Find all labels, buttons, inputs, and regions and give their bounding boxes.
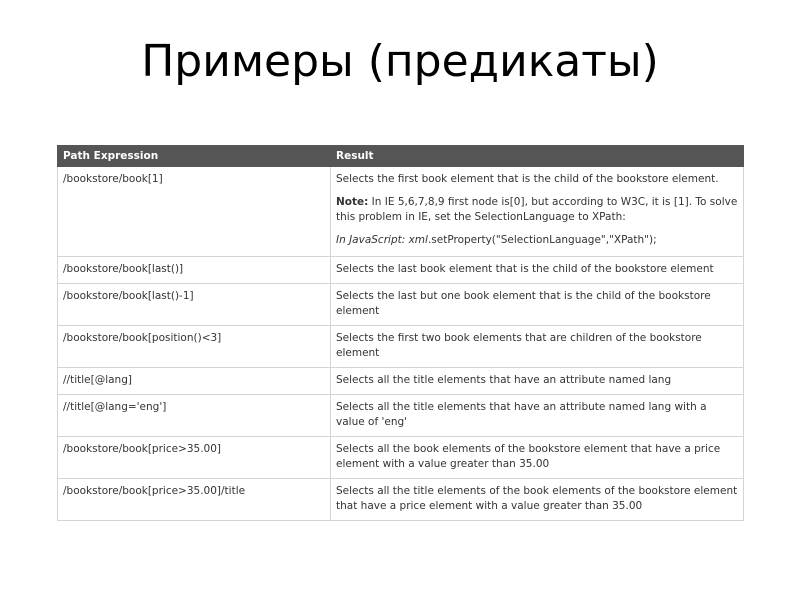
table-row: [58, 395, 744, 437]
result-cell: Selects the last but one book element that is the child of the bookstore element: [331, 284, 744, 326]
path-expression-cell: //title[@lang]: [58, 368, 331, 395]
result-text: Selects the first book element that is the child of the bookstore element.: [336, 173, 719, 185]
table-row: [58, 368, 744, 395]
slide-title: Примеры (предикаты): [141, 36, 659, 87]
table-header-row: [58, 146, 744, 167]
xpath-predicates-table: [57, 145, 744, 521]
path-expression-cell: /bookstore/book[1]: [58, 167, 331, 257]
header-path-expression: Path Expression: [58, 146, 331, 167]
javascript-example: [336, 233, 738, 248]
path-expression-cell: /bookstore/book[price>35.00]/title: [58, 479, 331, 521]
javascript-code: .setProperty("SelectionLanguage","XPath");: [427, 234, 657, 246]
path-expression-cell: /bookstore/book[position()<3]: [58, 326, 331, 368]
note-label: Note:: [336, 196, 369, 208]
result-cell: Selects the last book element that is the child of the bookstore element: [331, 257, 744, 284]
note-paragraph: [336, 195, 738, 225]
result-cell: Selects all the title elements that have an attribute named lang: [331, 368, 744, 395]
result-cell: Selects all the book elements of the bookstore element that have a price element with a value greater than 35.00: [331, 437, 744, 479]
table-row: [58, 167, 744, 257]
table-row: [58, 257, 744, 284]
result-cell: Selects all the title elements that have an attribute named lang with a value of 'eng': [331, 395, 744, 437]
result-cell: Selects all the title elements of the book elements of the bookstore element that have a price element with a value greater than 35.00: [331, 479, 744, 521]
javascript-label: In JavaScript: xml: [336, 234, 428, 246]
result-cell: Selects the first two book elements that are children of the bookstore element: [331, 326, 744, 368]
table-row: [58, 437, 744, 479]
path-expression-cell: /bookstore/book[last()]: [58, 257, 331, 284]
table-row: [58, 326, 744, 368]
table-row: [58, 284, 744, 326]
table-row: [58, 479, 744, 521]
result-cell: [331, 167, 744, 257]
header-result: Result: [331, 146, 744, 167]
path-expression-cell: /bookstore/book[price>35.00]: [58, 437, 331, 479]
note-text: In IE 5,6,7,8,9 first node is[0], but according to W3C, it is [1]. To solve this problem in IE, set the SelectionLanguage to XPath:: [336, 196, 738, 223]
path-expression-cell: /bookstore/book[last()-1]: [58, 284, 331, 326]
path-expression-cell: //title[@lang='eng']: [58, 395, 331, 437]
